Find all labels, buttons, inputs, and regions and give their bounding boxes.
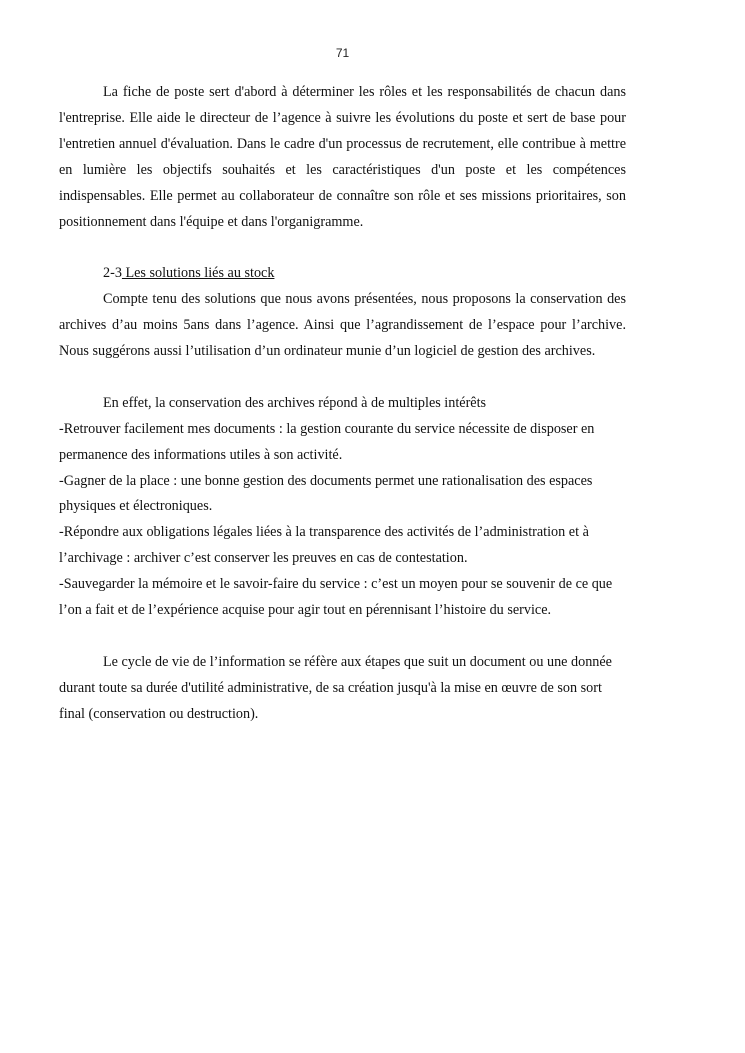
interests-intro: En effet, la conservation des archives répond à de multiples intérêts xyxy=(103,394,487,411)
section-heading xyxy=(59,261,626,287)
lifecycle-paragraph: Le cycle de vie de l’information se réfère aux étapes que suit un document ou une donnée durant toute sa durée d'utilité administrative, de sa création jusqu'à la mise en œuvre de son sort final (conservation ou destruction). xyxy=(59,653,612,722)
list-item: -Répondre aux obligations légales liées à la transparence des activités de l’administration et à l’archivage : archiver c’est conserver les preuves en cas de contestation. xyxy=(59,524,589,567)
page-content xyxy=(59,80,626,728)
spacer xyxy=(59,365,626,391)
spacer xyxy=(59,235,626,261)
spacer xyxy=(59,624,626,650)
list-item: -Sauvegarder la mémoire et le savoir-faire du service : c’est un moyen pour se souvenir de ce que l’on a fait et de l’expérience acquise pour agir tout en pérennisant l’histoire du service. xyxy=(59,576,613,619)
section-paragraph: Compte tenu des solutions que nous avons présentées, nous proposons la conservation des archives d’au moins 5ans dans l’agence. Ainsi que l’agrandissement de l’espace pour l’archive. Nous suggérons aussi l’utilisation d’un ordinateur munie d’un logiciel de gestion des archives. xyxy=(59,291,626,360)
list-item: -Gagner de la place : une bonne gestion des documents permet une rationalisation des espaces physiques et électroniques. xyxy=(59,472,593,515)
page-number: 71 xyxy=(335,46,350,60)
section-title: Les solutions liés au stock xyxy=(121,265,275,282)
intro-paragraph: La fiche de poste sert d'abord à déterminer les rôles et les responsabilités de chacun dans l'entreprise. Elle aide le directeur de l’agence à suivre les évolutions du poste et sert de base pour l'entretien annuel d'évaluation. Dans le cadre d'un processus de recrutement, elle contribue à mettre en lumière les objectifs souhaités et les caractéristiques d'un poste et les compétences indispensables. Elle permet au collaborateur de connaître son rôle et ses missions prioritaires, son positionnement dans l'équipe et dans l'organigramme. xyxy=(59,84,626,230)
section-number: 2-3 xyxy=(103,265,122,282)
list-item: -Retrouver facilement mes documents : la gestion courante du service nécessite de disposer en permanence des informations utiles à son activité. xyxy=(59,420,595,463)
